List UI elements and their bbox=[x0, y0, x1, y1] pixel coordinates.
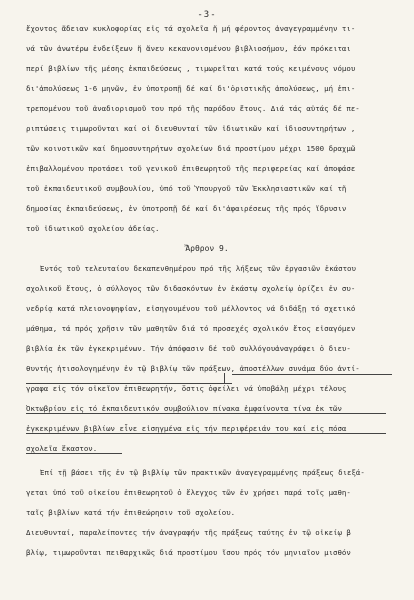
text-line: ριπτώσεις τιμωροῦνται καί οἱ διευθυνταί τῶν ἰδιωτικῶν καί ἰδιοσυντηρήτων , bbox=[26, 124, 356, 133]
text-line: σχολεῖα ἕκαστον. bbox=[26, 444, 98, 453]
page-number: -3- bbox=[197, 10, 217, 20]
text-line: νά τῶν ἀνωτέρω ἐνδείξεων ἤ ἄνευ κεκανονισμένου βιβλιοσήμου, ἐάν πρόκειται bbox=[26, 44, 351, 53]
text-line: Ἐπί τῇ βάσει τῆς ἐν τῷ βιβλίῳ τῶν πρακτικῶν ἀναγεγραμμένης πράξεως διεξά- bbox=[40, 468, 365, 477]
text-line: ἔχοντος ἄδειαν κυκλοφορίας εἰς τά σχολεῖα ἤ μή φέροντος ἀναγεγραμμένην τι- bbox=[26, 24, 356, 33]
text-line: δι'ἀπολύσεως 1-6 μηνῶν, ἐν ὑποτροπῇ δέ καί δι'ὁριστικῆς ἀπολύσεως, μή ἐπι- bbox=[26, 84, 356, 93]
text-line: θυντής ἡτισολογημένην ἐν τῷ βιβλίῳ τῶν πράξεων, ἀποστέλλων συνάμα δύο ἀντί- bbox=[26, 364, 360, 373]
text-line: γραφα εἰς τόν οἰκεῖον ἐπιθεωρητήν, ὅστις ὀφείλει νά ὑποβάλῃ μέχρι τέλους bbox=[26, 384, 347, 393]
text-line: γεται ὑπό τοῦ οἰκείου ἐπιθεωρητοῦ ὁ ἔλεγχος τῶν ἐν χρήσει παρά τοῖς μαθη- bbox=[26, 488, 351, 497]
text-line: Διευθυνταί, παραλείποντες τήν ἀναγραφήν τῆς πράξεως ταύτης ἐν τῷ οἰκείῳ β bbox=[26, 528, 351, 537]
underline-mark bbox=[26, 453, 122, 454]
underline-mark bbox=[26, 433, 386, 434]
text-line: δημοσίας ἐκπαιδεύσεως, ἐν ὑποτροπῇ δέ καί δι'ἀφαιρέσεως τῆς πρός ἵδρυσιν bbox=[26, 204, 347, 213]
text-line: Ἐντός τοῦ τελευταίου δεκαπενθημέρου πρό τῆς λήξεως τῶν ἐργασιῶν ἑκάστου bbox=[40, 264, 356, 273]
text-line: τοῦ ἐκπαιδευτικοῦ συμβουλίου, ὑπό τοῦ Ὑπουργοῦ τῶν Ἐκκλησιαστικῶν καί τῆ bbox=[26, 184, 347, 193]
underline-mark bbox=[232, 374, 392, 375]
text-line: τρεπομένου τοῦ ἀναδιορισμοῦ του πρό τῆς παρόδου ἔτους. Διά τάς αὐτάς δέ πε- bbox=[26, 104, 360, 113]
text-line: μάθημα, τά πρός χρῆσιν τῶν μαθητῶν διά τό προσεχές σχολικόν ἔτος εἰσαγόμεν bbox=[26, 324, 356, 333]
article-heading: Ἄρθρον 9. bbox=[185, 244, 229, 253]
text-line: ἐγκεκριμένων βιβλίων εἶνε εἰσηγμένα εἰς τήν περιφέρειάν του καί εἰς πόσα bbox=[26, 424, 347, 433]
text-line: τῶν κοινοτικῶν καί δημοσυντηρήτων σχολείων διά προστίμου μέχρι 1500 δραχμῶ bbox=[26, 144, 356, 153]
underline-mark bbox=[26, 413, 386, 414]
text-line: βιβλία ἐκ τῶν ἐγκεκριμένων. Τήν ἀπόφασιν δέ τοῦ συλλόγουἀναγράφει ὁ διευ- bbox=[26, 344, 351, 353]
text-line: νεδρίᾳ κατά πλειονοψηφίαν, εἰσηγουμένου τοῦ μέλλοντος νά διδάξῃ τό σχετικό bbox=[26, 304, 356, 313]
text-line: ἐπιβαλλομένου προτάσει τοῦ γενικοῦ ἐπιθεωρητοῦ τῆς περιφερείας καί ἀποφάσε bbox=[26, 164, 356, 173]
text-line: ταῖς βιβλίων κατά τήν ἐπιθεώρησιν τοῦ σχολείου. bbox=[26, 508, 236, 517]
underline-mark bbox=[26, 383, 232, 384]
text-line: περί βιβλίων τῆς μέσης ἐκπαιδεύσεως , τιμωρεῖται κατά τούς κειμένους νόμου bbox=[26, 64, 356, 73]
text-line: σχολικοῦ ἔτους, ὁ σύλλογος τῶν διδασκόντων ἐν ἑκάστῳ σχολείῳ ὁρίζει ἐν συ- bbox=[26, 284, 356, 293]
text-line: τοῦ ἰδιωτικοῦ σχολείου ἀδείας. bbox=[26, 224, 160, 233]
text-line: Ὀκτωβρίου εἰς τό ἐκπαιδευτικόν συμβούλιον πίνακα ἐμφαίνοντα τίνα ἐκ τῶν bbox=[26, 404, 342, 413]
text-line: βλίῳ, τιμωροῦνται πειθαρχικῶς διά προστίμου ἴσου πρός τόν μηνιαῖον μισθόν bbox=[26, 548, 351, 557]
